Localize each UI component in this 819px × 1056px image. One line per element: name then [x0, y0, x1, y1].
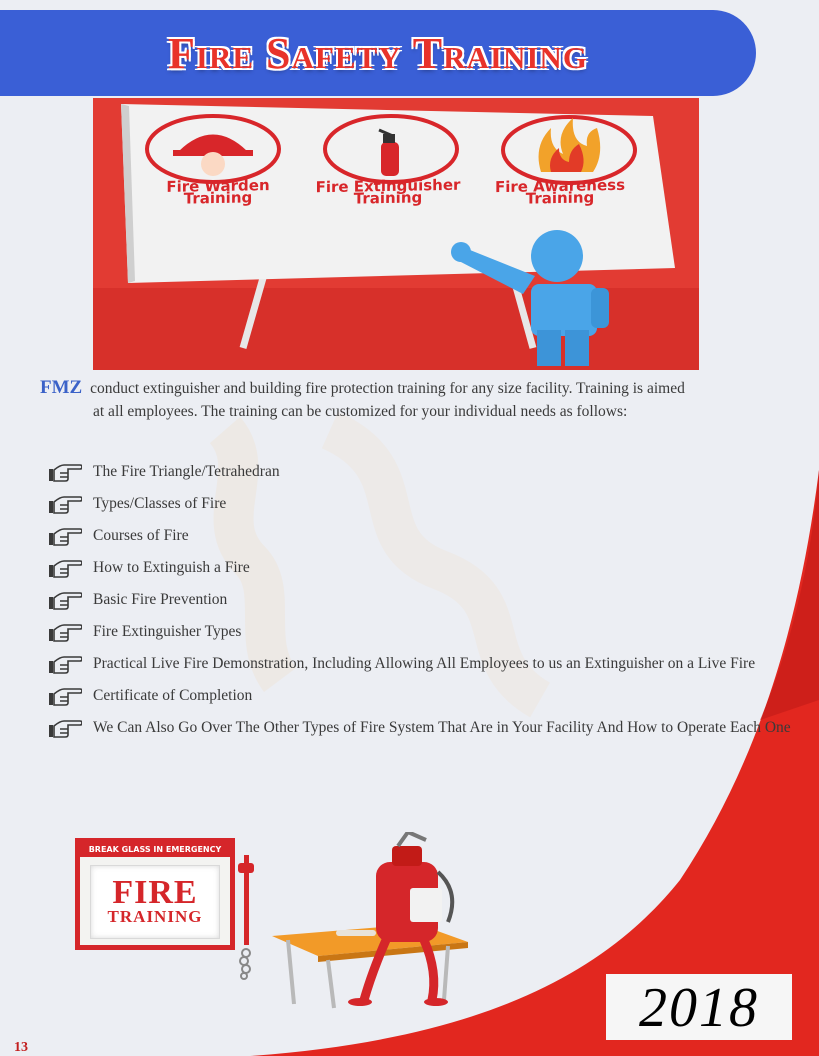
break-glass-header: BREAK GLASS IN EMERGENCY — [80, 843, 230, 857]
topic-text: How to Extinguish a Fire — [93, 559, 250, 576]
year-label: 2018 — [639, 977, 759, 1039]
topic-text: The Fire Triangle/Tetrahedran — [93, 463, 280, 480]
emergency-hammer-icon — [232, 855, 262, 980]
sign-label-fire-extinguisher: Fire Extinguisher Training — [315, 175, 461, 208]
topic-text: Types/Classes of Fire — [93, 495, 227, 512]
list-item — [48, 680, 798, 712]
pointing-hand-icon — [48, 462, 82, 482]
pointing-hand-icon — [48, 526, 82, 546]
break-glass-panel — [90, 865, 220, 939]
topic-text: Practical Live Fire Demonstration, Including Allowing All Employees to us an Extinguisher on a Live Fire — [93, 655, 756, 672]
topic-text: Fire Extinguisher Types — [93, 623, 242, 640]
break-glass-box — [75, 838, 235, 950]
list-item — [48, 584, 798, 616]
page-title: Fire Safety Training — [168, 28, 588, 78]
intro-line-1: conduct extinguisher and building fire protection training for any size facility. Training is aimed — [90, 380, 685, 397]
list-item — [48, 616, 798, 648]
sign-label-fire-warden: Fire Warden Training — [166, 176, 270, 208]
list-item — [48, 520, 798, 552]
title-banner — [0, 10, 756, 96]
topic-text: Courses of Fire — [93, 527, 189, 544]
list-item — [48, 456, 798, 488]
intro-paragraph — [40, 376, 785, 423]
hero-image — [93, 98, 699, 370]
pointing-hand-icon — [48, 558, 82, 578]
pointing-hand-icon — [48, 494, 82, 514]
sign-label-fire-awareness: Fire Awareness Training — [494, 175, 626, 208]
break-glass-word-fire: FIRE — [112, 874, 198, 911]
pointing-hand-icon — [48, 686, 82, 706]
intro-line-2: at all employees. The training can be customized for your individual needs as follows: — [93, 403, 628, 420]
year-box — [606, 974, 792, 1040]
pointing-hand-icon — [48, 654, 82, 674]
break-glass-word-training: TRAINING — [107, 907, 203, 926]
topic-text: We Can Also Go Over The Other Types of Fire System That Are in Your Facility And How to Operate Each One — [93, 719, 791, 736]
training-topics-list — [48, 456, 798, 744]
list-item — [48, 648, 798, 680]
pointing-hand-icon — [48, 622, 82, 642]
page-number: 13 — [14, 1040, 28, 1055]
pointing-hand-icon — [48, 590, 82, 610]
list-item — [48, 488, 798, 520]
topic-text: Basic Fire Prevention — [93, 591, 228, 608]
brand-name: FMZ — [40, 377, 83, 398]
topic-text: Certificate of Completion — [93, 687, 253, 704]
list-item — [48, 712, 798, 744]
pointing-hand-icon — [48, 718, 82, 738]
extinguisher-desk-illustration — [268, 832, 478, 1012]
list-item — [48, 552, 798, 584]
